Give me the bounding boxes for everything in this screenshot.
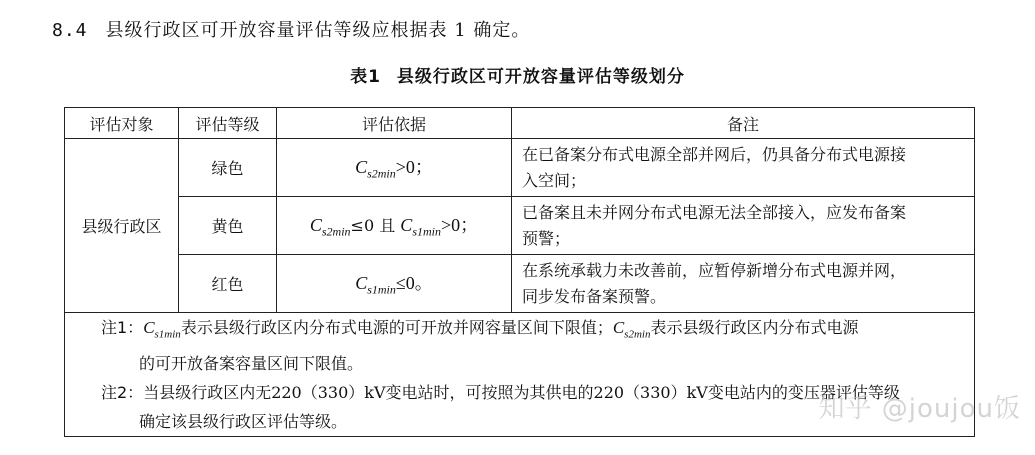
- section-number: 8.4: [52, 20, 88, 41]
- grade-green: 绿色: [179, 139, 277, 197]
- remark-line: 入空间；: [522, 170, 587, 190]
- remark-line: 在系统承载力未改善前，应暂停新增分布式电源并网，: [522, 260, 907, 280]
- header-remark: 备注: [512, 108, 975, 139]
- object-cell: 县级行政区: [65, 139, 179, 313]
- remark-line: 在已备案分布式电源全部并网后，仍具备分布式电源接: [522, 144, 907, 164]
- remark-red: [512, 255, 975, 313]
- basis-green: $C_{s2min}>0$；: [277, 139, 512, 197]
- note-2-continued: 确定该县级行政区评估等级。: [139, 412, 348, 432]
- watermark: 知乎 @joujou饭: [818, 394, 1021, 424]
- header-grade: 评估等级: [179, 108, 277, 139]
- table-number: 表1: [350, 67, 381, 87]
- table-row: [65, 197, 975, 255]
- remark-yellow: [512, 197, 975, 255]
- basis-yellow: $C_{s2min}\le 0$ 且 $C_{s1min}>0$；: [277, 197, 512, 255]
- header-basis: 评估依据: [277, 108, 512, 139]
- table-header-row: [65, 108, 975, 139]
- remark-line: 同步发布备案预警。: [522, 286, 667, 306]
- remark-green: [512, 139, 975, 197]
- remark-line: 已备案且未并网分布式电源无法全部接入，应发布备案: [522, 202, 907, 222]
- table-row: [65, 139, 975, 197]
- note-2: 注2：当县级行政区内无220（330）kV变电站时，可按照为其供电的220（330）kV变电站内的变压器评估等级: [101, 383, 900, 403]
- table-row: [65, 255, 975, 313]
- header-object: 评估对象: [65, 108, 179, 139]
- section-heading: [52, 16, 530, 42]
- grade-yellow: 黄色: [179, 197, 277, 255]
- grade-red: 红色: [179, 255, 277, 313]
- basis-red: $C_{s1min}\le 0$。: [277, 255, 512, 313]
- section-text: 县级行政区可开放容量评估等级应根据表 1 确定。: [105, 20, 531, 41]
- note-1: 注1：$C_{s1min}$表示县级行政区内分布式电源的可开放并网容量区间下限值；$C_{s2min}$表示县级行政区内分布式电源: [101, 318, 859, 341]
- table-title: 县级行政区可开放容量评估等级划分: [396, 67, 685, 87]
- note-1-continued: 的可开放备案容量区间下限值。: [139, 354, 364, 374]
- remark-line: 预警；: [522, 228, 571, 248]
- table-caption: [0, 62, 1035, 87]
